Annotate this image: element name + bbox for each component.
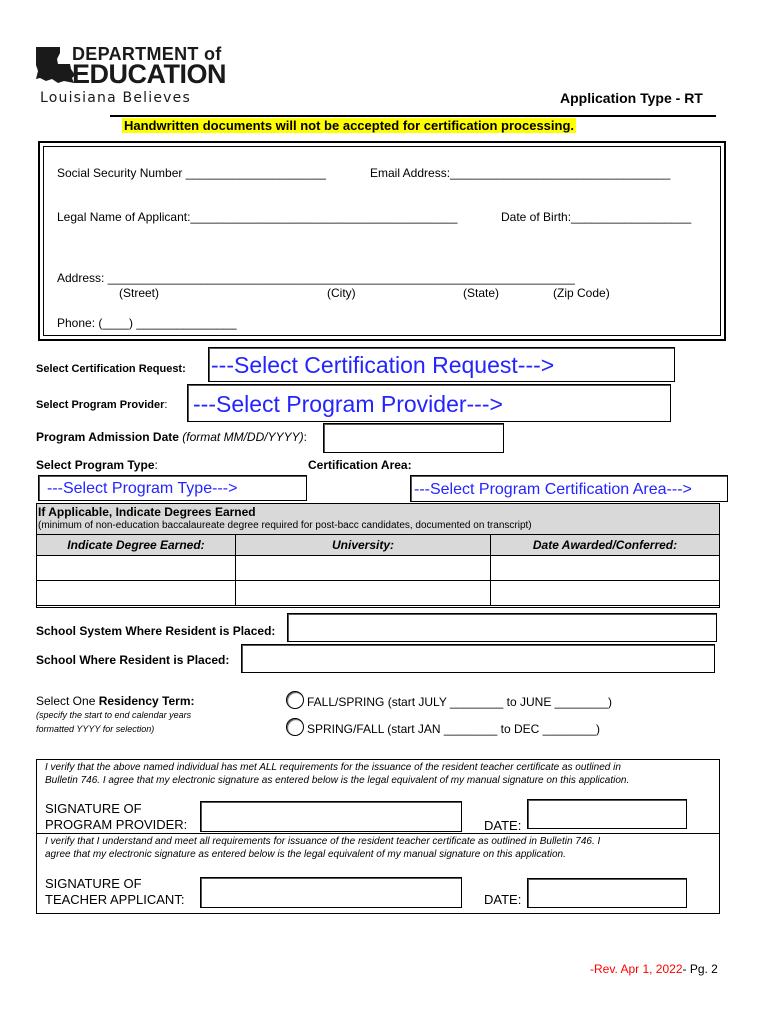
program-provider-select[interactable] <box>187 384 671 422</box>
table-row <box>37 556 720 581</box>
program-type-value: ---Select Program Type---> <box>47 480 238 497</box>
provider-date-input[interactable] <box>527 799 687 829</box>
certification-area-value: ---Select Program Certification Area---> <box>414 481 692 498</box>
address-zip-caption: (Zip Code) <box>553 286 610 300</box>
date-awarded-cell[interactable] <box>491 581 720 606</box>
certification-request-value: ---Select Certification Request---> <box>211 352 555 378</box>
university-column-header: University: <box>236 535 491 556</box>
phone-field[interactable]: Phone: (____) _______________ <box>57 316 237 330</box>
address-state-caption: (State) <box>463 286 500 300</box>
teacher-signature-input[interactable] <box>200 877 462 908</box>
date-awarded-cell[interactable] <box>491 556 720 581</box>
provider-signature-label: SIGNATURE OF PROGRAM PROVIDER: <box>45 801 188 832</box>
application-type: Application Type - RT <box>560 90 703 106</box>
teacher-date-label: DATE: <box>484 892 522 907</box>
admission-date-label: Program Admission Date (format MM/DD/YYYY): <box>36 430 307 444</box>
signature-divider <box>37 833 719 834</box>
degree-cell[interactable] <box>37 581 236 606</box>
dob-field[interactable]: Date of Birth:__________________ <box>501 210 692 224</box>
address-city-caption: (City) <box>327 286 356 300</box>
teacher-date-input[interactable] <box>527 878 687 908</box>
fall-spring-option-label: FALL/SPRING (start JULY ________ to JUNE ________) <box>307 695 613 709</box>
program-provider-value: ---Select Program Provider---> <box>193 391 503 417</box>
provider-verify-line2: Bulletin 746. I agree that my electronic signature as entered below is the legal equivalent of my manual signature on this application. <box>45 775 630 786</box>
university-cell[interactable] <box>236 556 491 581</box>
louisiana-state-icon <box>34 45 76 85</box>
logo-education-text: EDUCATION <box>72 59 226 89</box>
date-awarded-column-header: Date Awarded/Conferred: <box>491 535 720 556</box>
fall-spring-radio[interactable] <box>286 691 304 709</box>
degrees-table <box>36 534 720 606</box>
address-street-caption: (Street) <box>119 286 160 300</box>
legal-name-field[interactable]: Legal Name of Applicant:________________________________________ <box>57 210 458 224</box>
program-type-select[interactable] <box>38 475 307 501</box>
revision-date: -Rev. Apr 1, 2022 <box>590 962 683 976</box>
logo-department-text: DEPARTMENT of <box>72 44 222 64</box>
spring-fall-option-label: SPRING/FALL (start JAN ________ to DEC ________) <box>307 722 601 736</box>
program-provider-label: Select Program Provider: <box>36 399 168 411</box>
header-rule <box>110 115 716 117</box>
university-cell[interactable] <box>236 581 491 606</box>
table-row <box>37 581 720 606</box>
residency-hint-line2: formatted YYYY for selection) <box>36 724 155 734</box>
certification-area-label: Certification Area: <box>308 458 412 472</box>
school-label: School Where Resident is Placed: <box>36 653 230 667</box>
address-field[interactable]: Address: ______________________________________________________________________ <box>57 271 575 285</box>
provider-signature-input[interactable] <box>200 801 462 832</box>
teacher-verify-line1: I verify that I understand and meet all requirements for issuance of the resident teacher certificate as outlined in Bulletin 746. I <box>45 836 601 847</box>
provider-date-label: DATE: <box>484 818 522 833</box>
ssn-field[interactable]: Social Security Number _____________________ <box>57 166 326 180</box>
school-system-input[interactable] <box>287 613 717 642</box>
program-type-label: Select Program Type: <box>36 458 158 472</box>
page-number: - Pg. 2 <box>682 962 718 976</box>
handwritten-warning: Handwritten documents will not be accepted for certification processing. <box>124 118 575 133</box>
degrees-note: (minimum of non-education baccalaureate degree required for post-bacc candidates, documented on transcript) <box>38 520 532 531</box>
degrees-title: If Applicable, Indicate Degrees Earned <box>38 505 256 519</box>
certification-area-select[interactable] <box>410 475 728 502</box>
school-input[interactable] <box>241 644 715 673</box>
degrees-header-row <box>37 535 720 556</box>
degree-cell[interactable] <box>37 556 236 581</box>
logo-tagline: Louisiana Believes <box>40 90 191 106</box>
teacher-signature-label: SIGNATURE OF TEACHER APPLICANT: <box>45 876 185 907</box>
certification-request-select[interactable] <box>208 347 675 382</box>
residency-term-label: Select One Residency Term: <box>36 694 195 708</box>
email-field[interactable]: Email Address:_________________________________ <box>370 166 671 180</box>
admission-date-input[interactable] <box>323 423 504 453</box>
page-footer <box>590 962 718 976</box>
spring-fall-radio[interactable] <box>286 718 304 736</box>
teacher-verify-line2: agree that my electronic signature as entered below is the legal equivalent of my manual signature on this application. <box>45 849 566 860</box>
certification-request-label: Select Certification Request: <box>36 363 186 375</box>
degree-column-header: Indicate Degree Earned: <box>37 535 236 556</box>
residency-hint-line1: (specify the start to end calendar years <box>36 710 192 720</box>
provider-verify-line1: I verify that the above named individual has met ALL requirements for the issuance of the resident teacher certificate as outlined in <box>45 762 621 773</box>
school-system-label: School System Where Resident is Placed: <box>36 624 276 638</box>
